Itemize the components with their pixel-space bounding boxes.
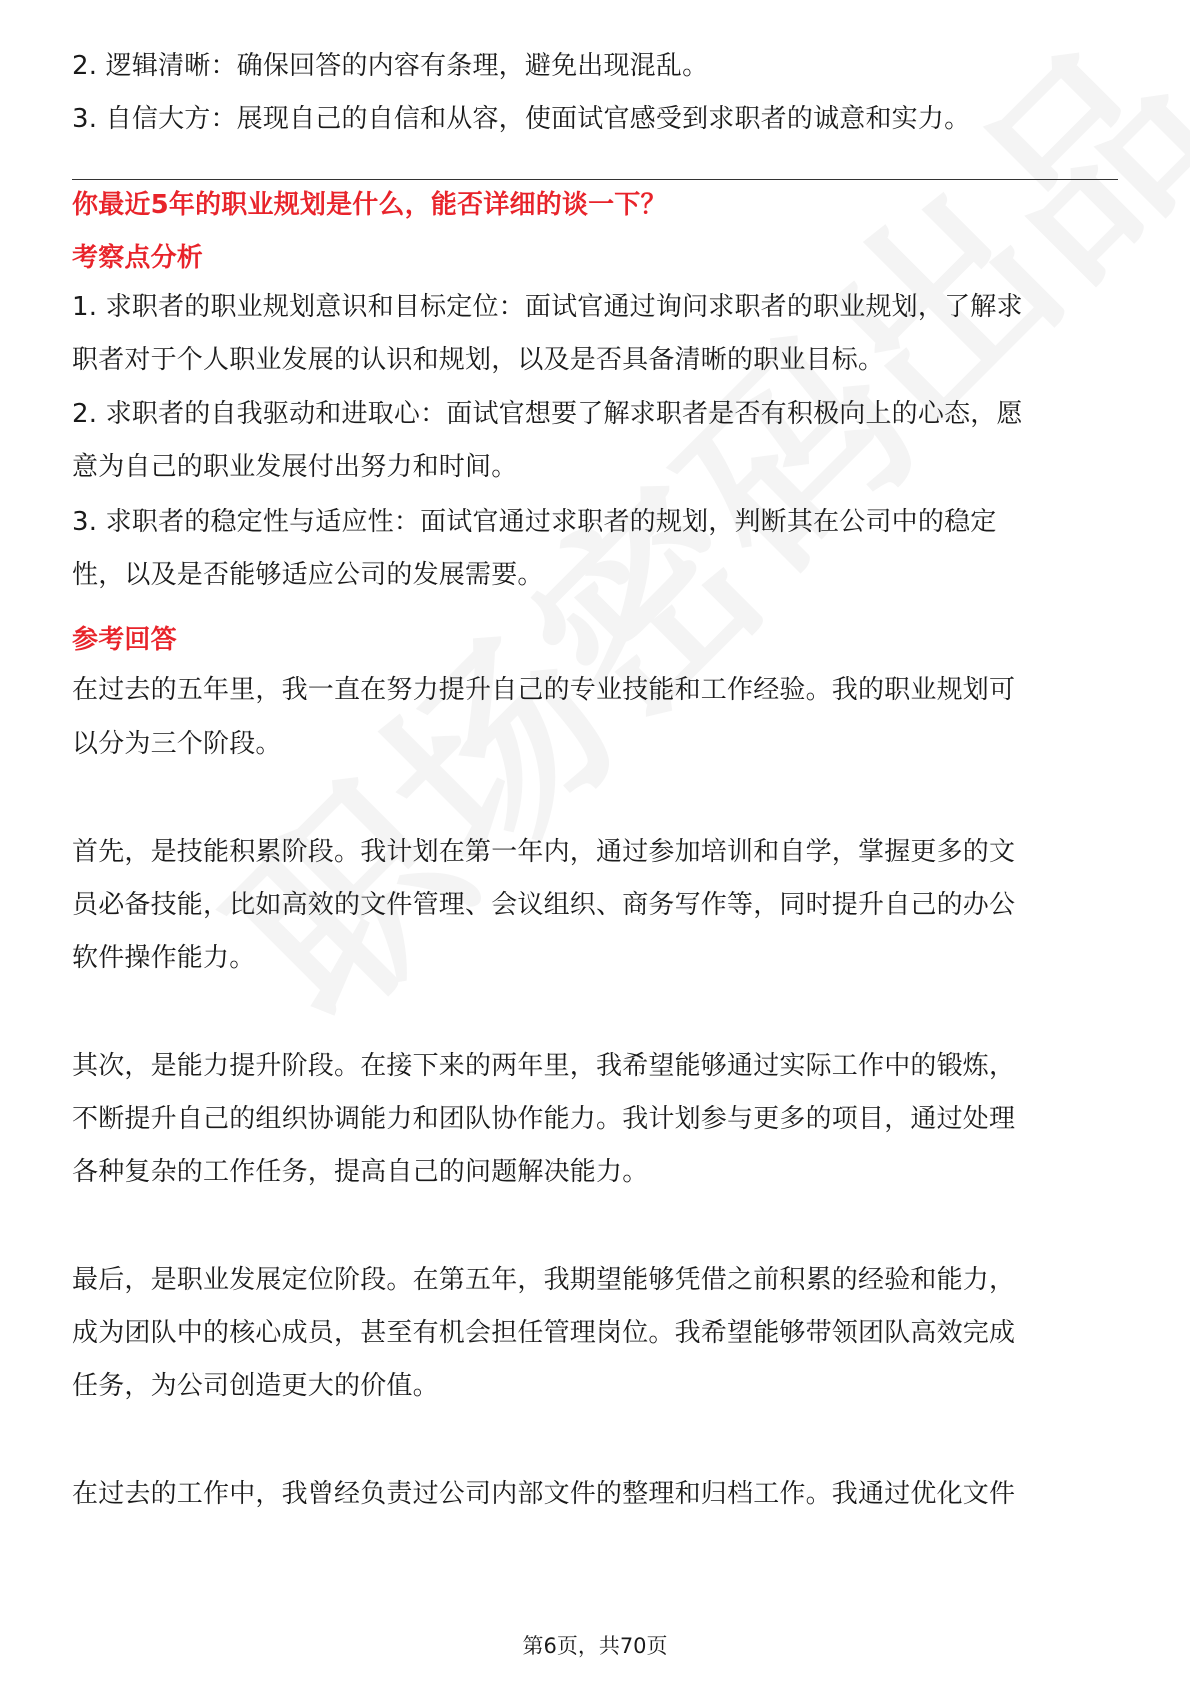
- answer-paragraph-line: 其次，是能力提升阶段。在接下来的两年里，我希望能够通过实际工作中的锻炼，: [72, 1051, 1016, 1081]
- answer-heading: 参考回答: [72, 625, 177, 655]
- section-divider: [72, 179, 1118, 180]
- question-heading: 你最近5年的职业规划是什么，能否详细的谈一下？: [72, 190, 667, 220]
- list-item: 3. 自信大方：展现自己的自信和从容，使面试官感受到求职者的诚意和实力。: [72, 104, 971, 134]
- answer-paragraph-line: 以分为三个阶段。: [72, 729, 282, 759]
- answer-paragraph-line: 员必备技能，比如高效的文件管理、会议组织、商务写作等，同时提升自己的办公: [72, 890, 1016, 920]
- answer-paragraph-line: 在过去的工作中，我曾经负责过公司内部文件的整理和归档工作。我通过优化文件: [72, 1479, 1016, 1509]
- list-item: 2. 逻辑清晰：确保回答的内容有条理，避免出现混乱。: [72, 51, 709, 81]
- answer-paragraph-line: 首先，是技能积累阶段。我计划在第一年内，通过参加培训和自学，掌握更多的文: [72, 837, 1016, 867]
- analysis-line: 意为自己的职业发展付出努力和时间。: [72, 452, 518, 482]
- answer-paragraph-line: 各种复杂的工作任务，提高自己的问题解决能力。: [72, 1157, 649, 1187]
- answer-paragraph-line: 成为团队中的核心成员，甚至有机会担任管理岗位。我希望能够带领团队高效完成: [72, 1318, 1016, 1348]
- answer-paragraph-line: 最后，是职业发展定位阶段。在第五年，我期望能够凭借之前积累的经验和能力，: [72, 1265, 1016, 1295]
- watermark: [200, 264, 992, 1056]
- analysis-line: 性，以及是否能够适应公司的发展需要。: [72, 560, 544, 590]
- analysis-heading: 考察点分析: [72, 243, 204, 273]
- analysis-line: 2. 求职者的自我驱动和进取心：面试官想要了解求职者是否有积极向上的心态，愿: [72, 399, 1023, 429]
- analysis-line: 职者对于个人职业发展的认识和规划，以及是否具备清晰的职业目标。: [72, 345, 885, 375]
- answer-paragraph-line: 软件操作能力。: [72, 943, 256, 973]
- answer-paragraph-line: 不断提升自己的组织协调能力和团队协作能力。我计划参与更多的项目，通过处理: [72, 1104, 1016, 1134]
- answer-paragraph-line: 任务，为公司创造更大的价值。: [72, 1371, 439, 1401]
- analysis-line: 3. 求职者的稳定性与适应性：面试官通过求职者的规划，判断其在公司中的稳定: [72, 507, 997, 537]
- page-number: 第6页，共70页: [522, 1634, 668, 1658]
- analysis-line: 1. 求职者的职业规划意识和目标定位：面试官通过询问求职者的职业规划，了解求: [72, 292, 1023, 322]
- answer-paragraph-line: 在过去的五年里，我一直在努力提升自己的专业技能和工作经验。我的职业规划可: [72, 675, 1016, 705]
